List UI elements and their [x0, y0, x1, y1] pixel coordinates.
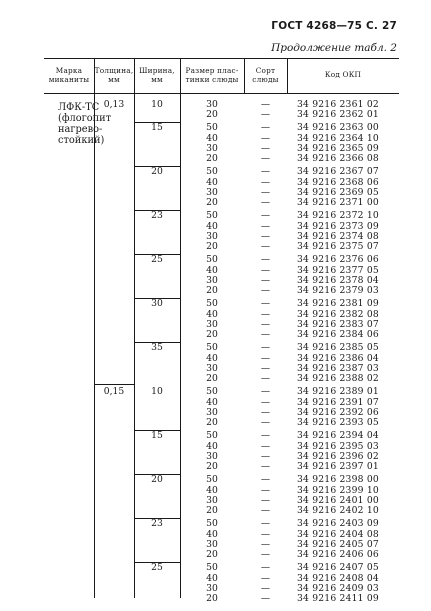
okp-code-value: 34 9216 2368 06	[297, 176, 379, 188]
plate-size-value: 50	[206, 562, 218, 574]
okp-code-value: 34 9216 2382 08	[297, 308, 379, 320]
okp-code-value: 34 9216 2393 05	[297, 417, 379, 429]
mica-grade-value: —	[260, 407, 271, 418]
plate-size-value: 20	[206, 593, 218, 605]
okp-code-value: 34 9216 2374 08	[297, 231, 379, 242]
plate-size-value: 20	[206, 505, 218, 517]
mica-grade-value: —	[260, 132, 271, 144]
mica-grade-value: —	[260, 451, 271, 462]
mica-grade-value: —	[260, 572, 271, 584]
plate-size-value: 20	[206, 197, 218, 209]
plate-size-value: 20	[206, 241, 218, 253]
width-value: 20	[151, 474, 163, 486]
plate-size-value: 30	[206, 407, 218, 418]
thickness-group-divider	[94, 384, 134, 385]
mica-grade-value: —	[260, 528, 271, 540]
width-value: 23	[151, 210, 163, 222]
mica-grade-value: —	[260, 176, 271, 188]
col-divider	[287, 58, 288, 93]
mica-grade-value: —	[260, 329, 271, 341]
okp-code-value: 34 9216 2404 08	[297, 528, 379, 540]
plate-size-value: 50	[206, 254, 218, 266]
plate-size-value: 50	[206, 122, 218, 134]
mica-grade-value: —	[260, 197, 271, 209]
okp-code-value: 34 9216 2401 00	[297, 495, 379, 506]
okp-code-value: 34 9216 2385 05	[297, 342, 379, 354]
continuation-label: Продолжение табл. 2	[271, 42, 397, 54]
page-header: ГОСТ 4268—75 С. 27	[271, 20, 397, 32]
thickness-value: 0,15	[103, 386, 125, 398]
mica-grade-value: —	[260, 363, 271, 374]
mica-grade-value: —	[260, 109, 271, 121]
width-value: 23	[151, 518, 163, 530]
mica-grade-value: —	[260, 549, 271, 561]
width-value: 15	[151, 122, 163, 134]
mica-grade-value: —	[260, 583, 271, 594]
mica-grade-value: —	[260, 122, 271, 134]
width-value: 25	[151, 562, 163, 574]
plate-size-value: 30	[206, 539, 218, 550]
mica-grade-value: —	[260, 210, 271, 222]
plate-size-value: 30	[206, 231, 218, 242]
mica-grade-value: —	[260, 308, 271, 320]
okp-code-value: 34 9216 2402 10	[297, 505, 379, 517]
plate-size-value: 40	[206, 572, 218, 584]
header-plate-size: Размер плас- тинки слюды	[185, 66, 239, 84]
plate-size-value: 20	[206, 285, 218, 297]
plate-size-value: 20	[206, 549, 218, 561]
grade-note: стойкий)	[58, 135, 105, 146]
okp-code-value: 34 9216 2384 06	[297, 329, 379, 341]
mica-grade-value: —	[260, 461, 271, 473]
plate-size-value: 50	[206, 166, 218, 178]
okp-code-value: 34 9216 2381 09	[297, 298, 379, 310]
plate-size-value: 40	[206, 440, 218, 452]
mica-grade-value: —	[260, 562, 271, 574]
okp-code-value: 34 9216 2406 06	[297, 549, 379, 561]
okp-code-value: 34 9216 2379 03	[297, 285, 379, 297]
okp-code-value: 34 9216 2388 02	[297, 373, 379, 385]
okp-code-value: 34 9216 2363 00	[297, 122, 379, 134]
plate-size-value: 50	[206, 518, 218, 530]
width-value: 15	[151, 430, 163, 442]
col-divider	[244, 58, 245, 93]
width-value: 10	[151, 386, 163, 398]
plate-size-value: 30	[206, 143, 218, 154]
okp-code-value: 34 9216 2397 01	[297, 461, 379, 473]
plate-size-value: 20	[206, 417, 218, 429]
mica-grade-value: —	[260, 143, 271, 154]
width-value: 10	[151, 99, 163, 110]
plate-size-value: 20	[206, 109, 218, 121]
mica-grade-value: —	[260, 342, 271, 354]
okp-code-value: 34 9216 2411 09	[297, 593, 379, 605]
okp-code-value: 34 9216 2371 00	[297, 197, 379, 209]
plate-size-value: 50	[206, 474, 218, 486]
plate-size-value: 40	[206, 352, 218, 364]
plate-size-value: 30	[206, 583, 218, 594]
okp-code-value: 34 9216 2391 07	[297, 396, 379, 408]
plate-size-value: 40	[206, 264, 218, 276]
mica-grade-value: —	[260, 505, 271, 517]
okp-code-value: 34 9216 2369 05	[297, 187, 379, 198]
width-value: 30	[151, 298, 163, 310]
okp-code-value: 34 9216 2403 09	[297, 518, 379, 530]
header-okp-code: Код ОКП	[324, 70, 362, 79]
okp-code-value: 34 9216 2372 10	[297, 210, 379, 222]
okp-code-value: 34 9216 2367 07	[297, 166, 379, 178]
grade-note: (флогопит	[58, 113, 112, 124]
okp-code-value: 34 9216 2392 06	[297, 407, 379, 418]
okp-code-value: 34 9216 2364 10	[297, 132, 379, 144]
okp-code-value: 34 9216 2386 04	[297, 352, 379, 364]
plate-size-value: 20	[206, 153, 218, 165]
mica-grade-value: —	[260, 264, 271, 276]
mica-grade-value: —	[260, 187, 271, 198]
mica-grade-value: —	[260, 99, 271, 110]
table-top-border	[44, 58, 399, 59]
okp-code-value: 34 9216 2396 02	[297, 451, 379, 462]
plate-size-value: 50	[206, 210, 218, 222]
header-mica-grade: Сорт слюды	[252, 66, 279, 84]
mica-grade-value: —	[260, 386, 271, 398]
mica-grade-value: —	[260, 417, 271, 429]
header-width: Ширина, мм	[139, 66, 175, 84]
okp-code-value: 34 9216 2394 04	[297, 430, 379, 442]
okp-code-value: 34 9216 2408 04	[297, 572, 379, 584]
mica-grade-value: —	[260, 166, 271, 178]
mica-grade-value: —	[260, 275, 271, 286]
mica-grade-value: —	[260, 153, 271, 165]
okp-code-value: 34 9216 2387 03	[297, 363, 379, 374]
plate-size-value: 30	[206, 99, 218, 110]
mica-grade-value: —	[260, 484, 271, 496]
okp-code-value: 34 9216 2377 05	[297, 264, 379, 276]
okp-code-value: 34 9216 2373 09	[297, 220, 379, 232]
plate-size-value: 50	[206, 298, 218, 310]
mica-grade-value: —	[260, 593, 271, 605]
plate-size-value: 20	[206, 461, 218, 473]
okp-code-value: 34 9216 2375 07	[297, 241, 379, 253]
mica-grade-value: —	[260, 285, 271, 297]
okp-code-value: 34 9216 2378 04	[297, 275, 379, 286]
plate-size-value: 50	[206, 430, 218, 442]
okp-code-value: 34 9216 2383 07	[297, 319, 379, 330]
okp-code-value: 34 9216 2376 06	[297, 254, 379, 266]
mica-grade-value: —	[260, 319, 271, 330]
plate-size-value: 40	[206, 396, 218, 408]
okp-code-value: 34 9216 2399 10	[297, 484, 379, 496]
mica-grade-value: —	[260, 298, 271, 310]
grade-note: нагрево-	[58, 124, 103, 135]
plate-size-value: 50	[206, 386, 218, 398]
okp-code-value: 34 9216 2407 05	[297, 562, 379, 574]
okp-code-value: 34 9216 2395 03	[297, 440, 379, 452]
plate-size-value: 30	[206, 495, 218, 506]
mica-grade-value: —	[260, 373, 271, 385]
plate-size-value: 30	[206, 275, 218, 286]
grade-name: ЛФК-ТС	[58, 102, 100, 113]
okp-code-value: 34 9216 2398 00	[297, 474, 379, 486]
width-value: 35	[151, 342, 163, 354]
okp-code-value: 34 9216 2405 07	[297, 539, 379, 550]
width-value: 20	[151, 166, 163, 178]
mica-grade-value: —	[260, 440, 271, 452]
mica-grade-value: —	[260, 231, 271, 242]
plate-size-value: 40	[206, 528, 218, 540]
plate-size-value: 30	[206, 319, 218, 330]
okp-code-value: 34 9216 2409 03	[297, 583, 379, 594]
okp-code-value: 34 9216 2361 02	[297, 99, 379, 110]
mica-grade-value: —	[260, 396, 271, 408]
plate-size-value: 40	[206, 176, 218, 188]
plate-size-value: 40	[206, 132, 218, 144]
plate-size-value: 40	[206, 308, 218, 320]
thickness-value: 0,13	[103, 99, 125, 110]
mica-grade-value: —	[260, 474, 271, 486]
mica-grade-value: —	[260, 539, 271, 550]
mica-grade-value: —	[260, 241, 271, 253]
mica-grade-value: —	[260, 220, 271, 232]
plate-size-value: 20	[206, 329, 218, 341]
header-thickness: Толщина, мм	[94, 66, 134, 84]
plate-size-value: 20	[206, 373, 218, 385]
plate-size-value: 40	[206, 220, 218, 232]
okp-code-value: 34 9216 2365 09	[297, 143, 379, 154]
plate-size-value: 30	[206, 187, 218, 198]
mica-grade-value: —	[260, 495, 271, 506]
mica-grade-value: —	[260, 518, 271, 530]
plate-size-value: 50	[206, 342, 218, 354]
plate-size-value: 40	[206, 484, 218, 496]
plate-size-value: 30	[206, 451, 218, 462]
width-value: 25	[151, 254, 163, 266]
okp-code-value: 34 9216 2366 08	[297, 153, 379, 165]
okp-code-value: 34 9216 2362 01	[297, 109, 379, 121]
mica-grade-value: —	[260, 430, 271, 442]
okp-code-value: 34 9216 2389 01	[297, 386, 379, 398]
mica-grade-value: —	[260, 352, 271, 364]
header-grade: Марка миканиты	[48, 66, 90, 84]
plate-size-value: 30	[206, 363, 218, 374]
table-header-bottom-border	[44, 93, 399, 94]
mica-grade-value: —	[260, 254, 271, 266]
